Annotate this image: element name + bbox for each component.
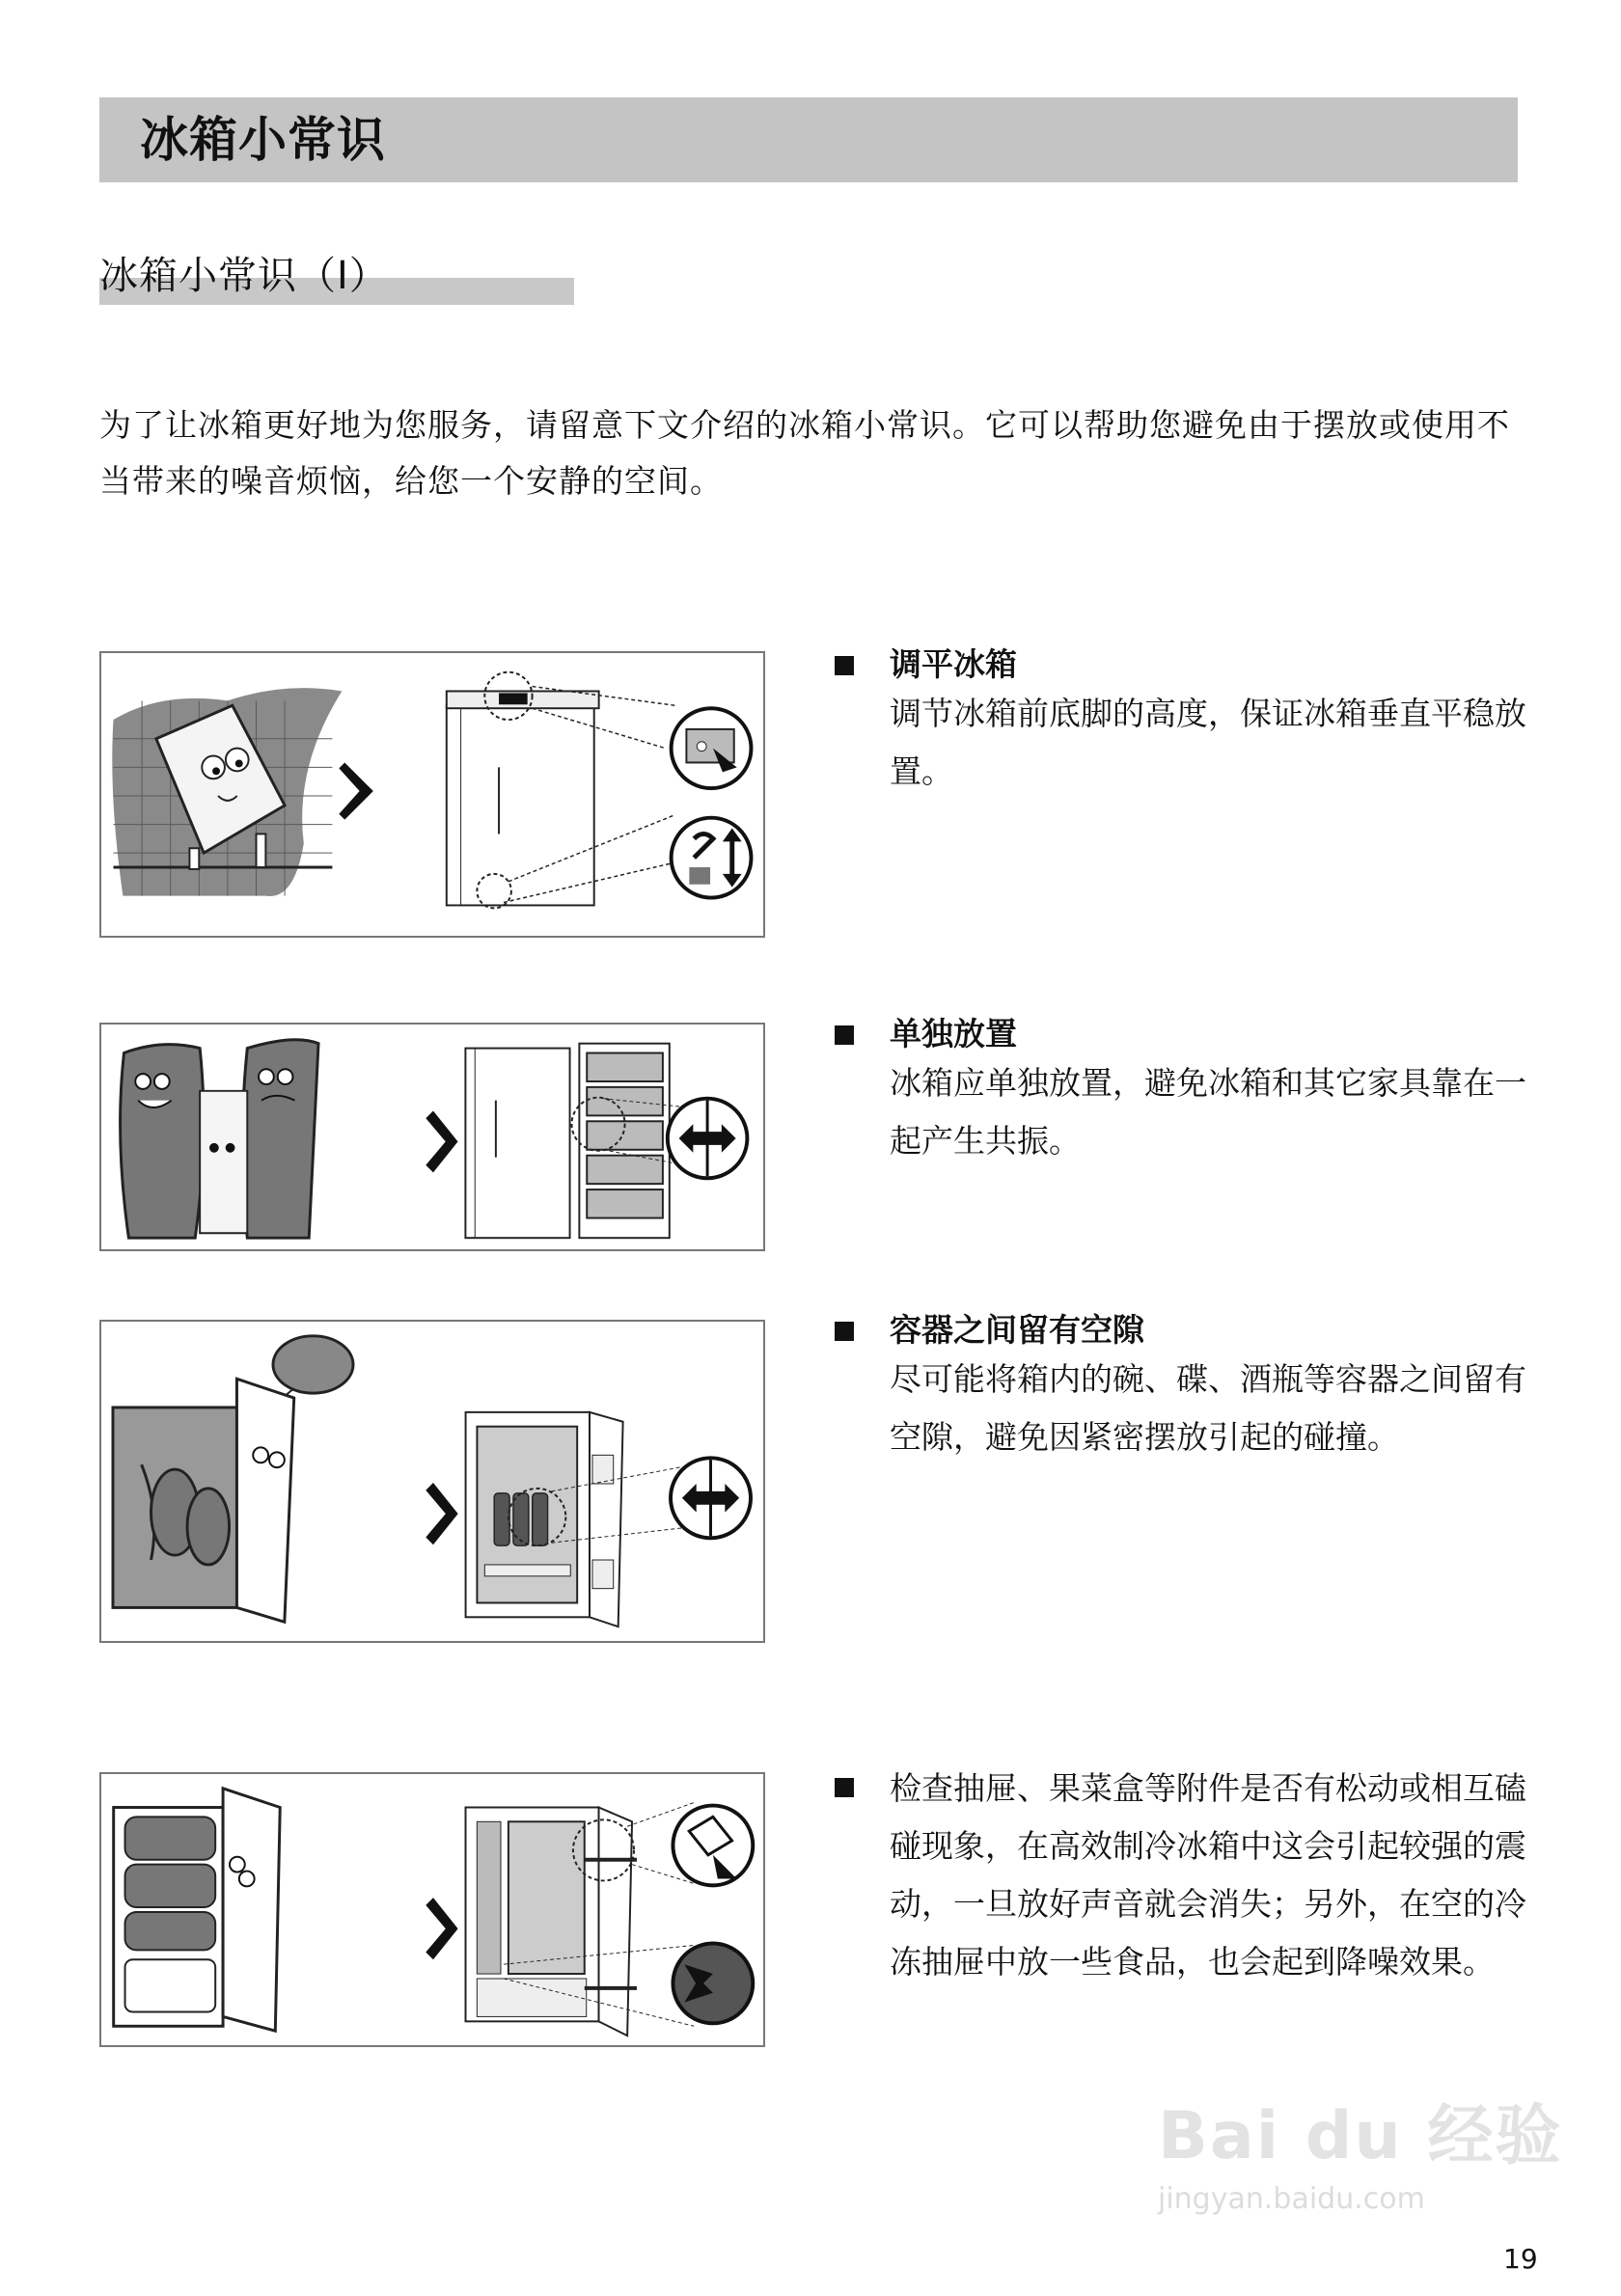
- tip-text-leveling: 调节冰箱前底脚的高度，保证冰箱垂直平稳放置。: [890, 695, 1526, 790]
- section-title: 冰箱小常识（I）: [99, 254, 389, 298]
- tip-title-standalone: 单独放置: [890, 1015, 1017, 1052]
- illustration-standalone: [99, 1023, 765, 1251]
- tip-text-container-gap: 尽可能将箱内的碗、碟、酒瓶等容器之间留有空隙，避免因紧密摆放引起的碰撞。: [890, 1360, 1526, 1456]
- illustration-container-gap: [99, 1320, 765, 1643]
- illustration-drawers: [99, 1772, 765, 2047]
- bullet-icon: [835, 1322, 854, 1341]
- illustration-leveling: [99, 651, 765, 938]
- page-number: 19: [1503, 2243, 1538, 2275]
- bullet-icon: [835, 656, 854, 675]
- tip-text-standalone: 冰箱应单独放置，避免冰箱和其它家具靠在一起产生共振。: [890, 1064, 1526, 1160]
- tip-text-drawers: 检查抽屉、果菜盒等附件是否有松动或相互磕碰现象，在高效制冷冰箱中这会引起较强的震动，一旦放好声音就会消失；另外，在空的冷冻抽屉中放一些食品，也会起到降噪效果。: [890, 1769, 1526, 1981]
- tip-title-container-gap: 容器之间留有空隙: [890, 1311, 1144, 1349]
- bullet-icon: [835, 1778, 854, 1797]
- tip-title-leveling: 调平冰箱: [890, 645, 1017, 683]
- intro-paragraph: 为了让冰箱更好地为您服务，请留意下文介绍的冰箱小常识。它可以帮助您避免由于摆放或使用不当带来的噪音烦恼，给您一个安静的空间。: [99, 406, 1510, 500]
- baidu-jingyan-watermark: Bai du 经验: [1158, 2098, 1563, 2174]
- bullet-icon: [835, 1025, 854, 1045]
- watermark-url: jingyan.baidu.com: [1158, 2182, 1425, 2216]
- page-title: 冰箱小常识: [140, 112, 386, 168]
